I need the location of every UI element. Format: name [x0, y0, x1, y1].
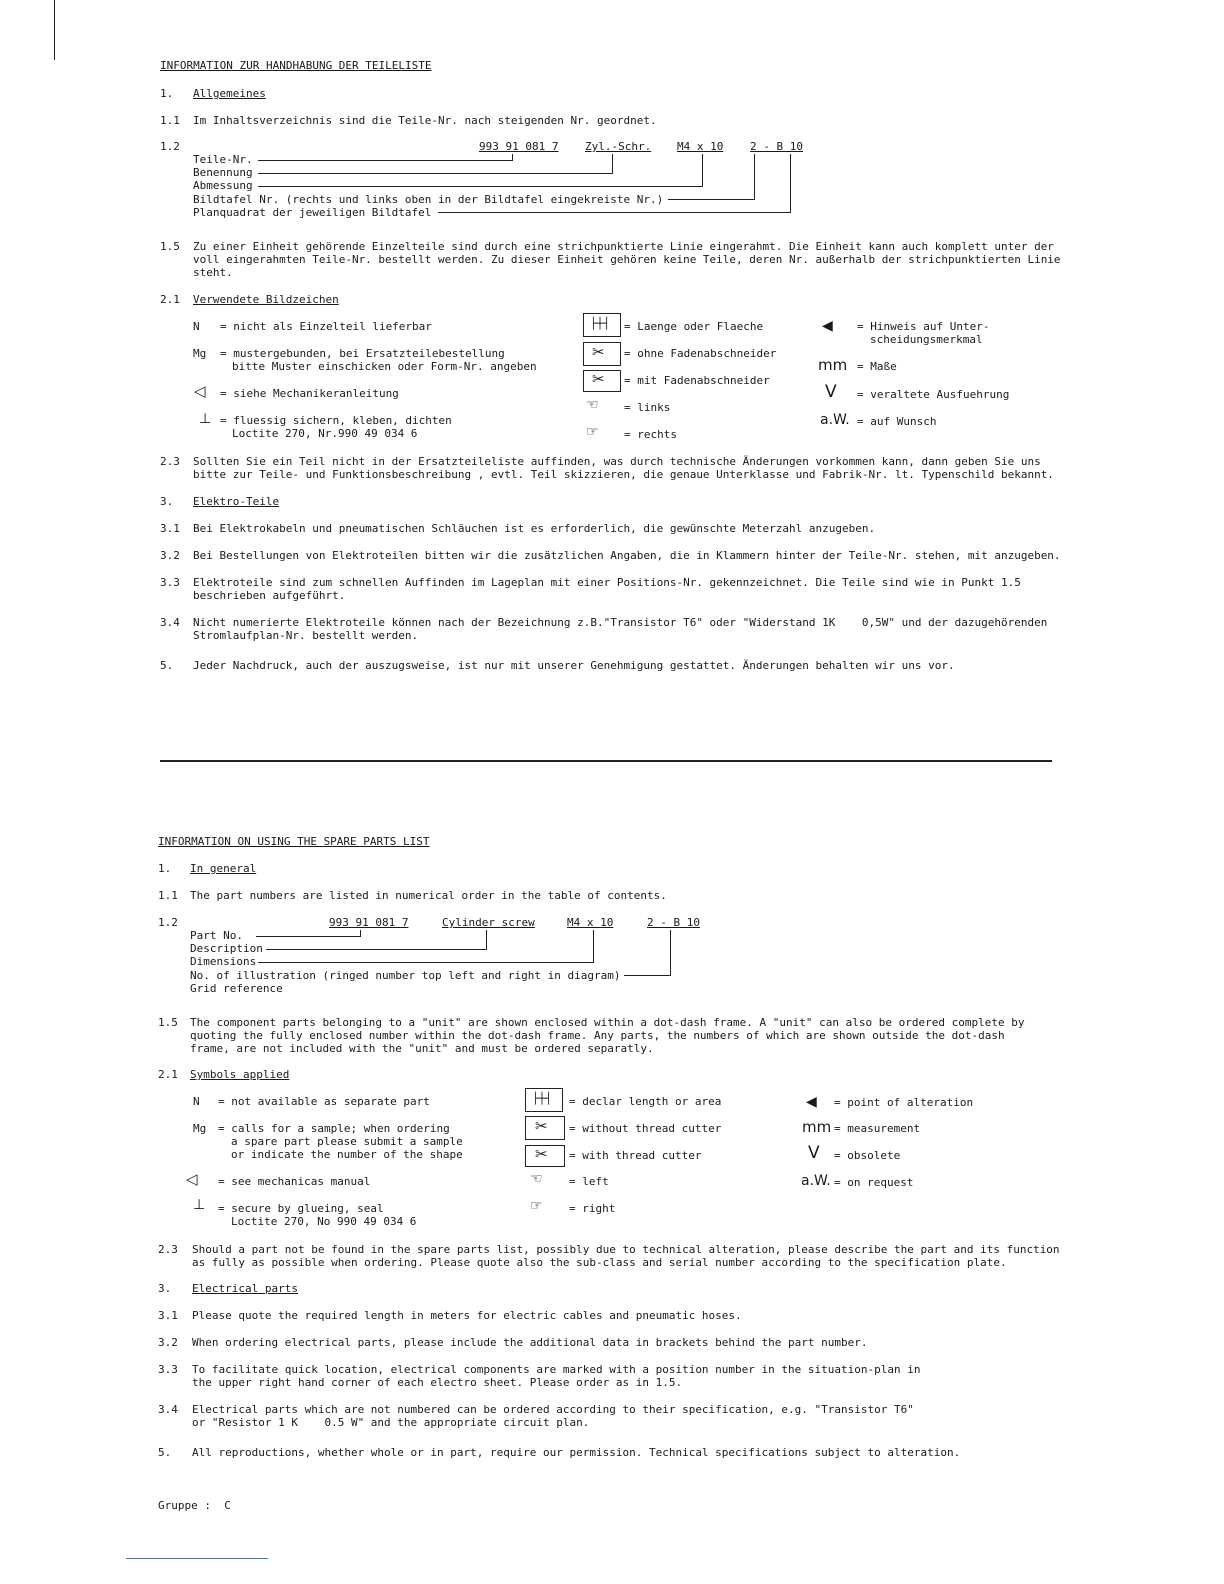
- en-heading-general: In general: [190, 862, 257, 875]
- footer-group: Gruppe : C: [158, 1499, 231, 1512]
- en-text-3-4-line2: or "Resistor 1 K 0.5 W" and the appropriate circuit plan.: [192, 1416, 590, 1429]
- en-text-1-5-line2: quoting the fully enclosed number within the dot-dash frame. Any parts, the numbers of which are shown outside the dot-dash: [190, 1029, 1005, 1042]
- en-label-dimension: Dimensions: [190, 955, 257, 968]
- de-symbol-with-text: = mit Fadenabschneider: [624, 374, 770, 387]
- de-symbol-aw-text: = auf Wunsch: [857, 415, 937, 428]
- de-symbol-mm-text: = Maße: [857, 360, 897, 373]
- de-text-3-3-line2: beschrieben aufgeführt.: [193, 589, 346, 602]
- en-text-3-3-line1: To facilitate quick location, electrical components are marked with a position number in the situation-plan in: [192, 1363, 921, 1376]
- en-mechanic-manual-icon: ◁: [186, 1170, 198, 1188]
- de-num-1-1: 1.1: [160, 114, 180, 127]
- en-label-description: Description: [190, 942, 263, 955]
- en-symbol-mm: mm: [802, 1118, 832, 1136]
- en-with-thread-cutter-icon: ✂: [525, 1145, 565, 1167]
- de-num-2-3: 2.3: [160, 455, 180, 468]
- de-example-description: Zyl.-Schr.: [585, 140, 652, 153]
- de-title: INFORMATION ZUR HANDHABUNG DER TEILELISTE: [160, 59, 432, 72]
- en-symbol-aw: a.W.: [801, 1173, 831, 1189]
- en-title: INFORMATION ON USING THE SPARE PARTS LIST: [158, 835, 430, 848]
- en-num-1-1: 1.1: [158, 889, 178, 902]
- de-num-5: 5.: [160, 659, 174, 672]
- en-num-2-1: 2.1: [158, 1068, 178, 1081]
- de-text-2-3-line1: Sollten Sie ein Teil nicht in der Ersatzteileliste auffinden, was durch technische Änderungen vorkommen kann, dann geben Sie uns: [193, 455, 1041, 468]
- en-num-1-2: 1.2: [158, 916, 178, 929]
- de-example-dimension: M4 x 10: [677, 140, 724, 153]
- alteration-arrow-icon: ◀: [822, 318, 833, 334]
- de-num-3-2: 3.2: [160, 549, 180, 562]
- de-symbol-v: V: [825, 382, 837, 402]
- de-symbol-left-text: = links: [624, 401, 671, 414]
- en-glue-bottle-icon: ⊥: [193, 1197, 206, 1213]
- de-symbol-mg: Mg: [193, 347, 207, 360]
- en-num-3-2: 3.2: [158, 1336, 178, 1349]
- de-symbol-alteration-text1: = Hinweis auf Unter-: [857, 320, 990, 333]
- en-left-hand-icon: ☜: [530, 1171, 543, 1187]
- en-text-1-5-line1: The component parts belonging to a "unit" are shown enclosed within a dot-dash frame. A "unit" can also be ordered complete by: [190, 1016, 1025, 1029]
- en-symbol-glue-text2: Loctite 270, No 990 49 034 6: [231, 1215, 417, 1228]
- de-text-1-5-line3: steht.: [193, 266, 233, 279]
- en-symbol-mech-text: = see mechanicas manual: [218, 1175, 371, 1188]
- en-symbol-v-text: = obsolete: [834, 1149, 901, 1162]
- en-example-grid: 2 - B 10: [647, 916, 700, 929]
- de-example-part-number: 993 91 081 7: [479, 140, 559, 153]
- de-symbol-aw: a.W.: [820, 412, 850, 428]
- en-num-1-5: 1.5: [158, 1016, 178, 1029]
- binding-mark: [54, 0, 55, 60]
- en-heading-symbols: Symbols applied: [190, 1068, 290, 1081]
- en-text-5: All reproductions, whether whole or in part, require our permission. Technical specifications subject to alteration.: [192, 1446, 961, 1459]
- de-text-3-4-line1: Nicht numerierte Elektroteile können nach der Bezeichnung z.B."Transistor T6" oder "Widerstand 1K 0,5W" und der dazugehörenden: [193, 616, 1048, 629]
- de-num-1: 1.: [160, 87, 174, 100]
- en-text-2-3-line2: as fully as possible when ordering. Please quote also the sub-class and serial number according to the specification plate.: [192, 1256, 1007, 1269]
- de-heading-electro: Elektro-Teile: [193, 495, 280, 508]
- en-symbol-with-text: = with thread cutter: [569, 1149, 702, 1162]
- de-text-3-1: Bei Elektrokabeln und pneumatischen Schläuchen ist es erforderlich, die gewünschte Meterzahl anzugeben.: [193, 522, 876, 535]
- en-example-part-number: 993 91 081 7: [329, 916, 409, 929]
- de-text-3-2: Bei Bestellungen von Elektroteilen bitten wir die zusätzlichen Angaben, die in Klammern hinter der Teile-Nr. stehen, mit anzugeben.: [193, 549, 1061, 562]
- de-num-3-3: 3.3: [160, 576, 180, 589]
- en-symbol-v: V: [808, 1143, 820, 1163]
- en-text-3-2: When ordering electrical parts, please include the additional data in brackets behind the part number.: [192, 1336, 868, 1349]
- glue-bottle-icon: ⊥: [199, 411, 212, 427]
- en-symbol-aw-text: = on request: [834, 1176, 914, 1189]
- en-num-5: 5.: [158, 1446, 172, 1459]
- en-num-3-4: 3.4: [158, 1403, 178, 1416]
- en-symbol-mm-text: = measurement: [834, 1122, 921, 1135]
- de-symbol-without-text: = ohne Fadenabschneider: [624, 347, 777, 360]
- en-example-dimension: M4 x 10: [567, 916, 614, 929]
- en-length-area-icon: ├┼┤: [525, 1088, 563, 1112]
- left-hand-icon: ☜: [586, 397, 599, 413]
- de-num-1-2: 1.2: [160, 140, 180, 153]
- en-example-description: Cylinder screw: [442, 916, 535, 929]
- en-text-1-1: The part numbers are listed in numerical order in the table of contents.: [190, 889, 667, 902]
- de-symbol-mg-text2: bitte Muster einschicken oder Form-Nr. angeben: [232, 360, 537, 373]
- en-symbol-n-text: = not available as separate part: [218, 1095, 430, 1108]
- de-label-dimension: Abmessung: [193, 179, 253, 192]
- en-symbol-mg-text3: or indicate the number of the shape: [231, 1148, 463, 1161]
- de-num-1-5: 1.5: [160, 240, 180, 253]
- en-num-3-1: 3.1: [158, 1309, 178, 1322]
- de-text-3-4-line2: Stromlaufplan-Nr. bestellt werden.: [193, 629, 419, 642]
- de-text-2-3-line2: bitte zur Teile- und Funktionsbeschreibung , evtl. Teil skizzieren, die genaue Unterklasse und Fabrik-Nr. lt. Typenschild bekannt.: [193, 468, 1054, 481]
- en-label-grid: Grid reference: [190, 982, 283, 995]
- en-symbol-without-text: = without thread cutter: [569, 1122, 722, 1135]
- de-label-description: Benennung: [193, 166, 253, 179]
- length-area-icon: ├┼┤: [583, 313, 621, 337]
- de-text-1-5-line2: voll eingerahmten Teile-Nr. bestellt werden. Zu dieser Einheit gehören keine Teile, deren Nr. außerhalb der strichpunktierten Linie: [193, 253, 1061, 266]
- en-symbol-left-text: = left: [569, 1175, 609, 1188]
- en-symbol-right-text: = right: [569, 1202, 616, 1215]
- de-num-2-1: 2.1: [160, 293, 180, 306]
- de-symbol-right-text: = rechts: [624, 428, 677, 441]
- en-alteration-arrow-icon: ◀: [806, 1094, 817, 1110]
- de-symbol-mech-text: = siehe Mechanikeranleitung: [220, 387, 399, 400]
- en-num-1: 1.: [158, 862, 172, 875]
- en-heading-electrical: Electrical parts: [192, 1282, 298, 1295]
- de-label-grid: Planquadrat der jeweiligen Bildtafel: [193, 206, 432, 219]
- mechanic-manual-icon: ◁: [194, 382, 206, 400]
- en-text-3-1: Please quote the required length in meters for electric cables and pneumatic hoses.: [192, 1309, 742, 1322]
- en-num-3-3: 3.3: [158, 1363, 178, 1376]
- de-num-3-4: 3.4: [160, 616, 180, 629]
- en-right-hand-icon: ☞: [530, 1198, 543, 1214]
- en-text-2-3-line1: Should a part not be found in the spare parts list, possibly due to technical alteration, please describe the part and its function: [192, 1243, 1060, 1256]
- right-hand-icon: ☞: [586, 424, 599, 440]
- en-text-3-4-line1: Electrical parts which are not numbered can be ordered according to their specification, e.g. "Transistor T6": [192, 1403, 914, 1416]
- de-symbol-length-text: = Laenge oder Flaeche: [624, 320, 764, 333]
- en-text-3-3-line2: the upper right hand corner of each electro sheet. Please order as in 1.5.: [192, 1376, 683, 1389]
- de-symbol-mm: mm: [818, 356, 848, 374]
- en-num-2-3: 2.3: [158, 1243, 178, 1256]
- en-symbol-length-text: = declar length or area: [569, 1095, 722, 1108]
- de-symbol-v-text: = veraltete Ausfuehrung: [857, 388, 1010, 401]
- de-symbol-glue-text1: = fluessig sichern, kleben, dichten: [220, 414, 452, 427]
- de-text-5: Jeder Nachdruck, auch der auszugsweise, ist nur mit unserer Genehmigung gestattet. Änderungen behalten wir uns vor.: [193, 659, 955, 672]
- de-symbol-n: N: [193, 320, 200, 333]
- de-num-3: 3.: [160, 495, 174, 508]
- without-thread-cutter-icon: ✂: [583, 342, 621, 366]
- en-symbol-glue-text1: = secure by glueing, seal: [218, 1202, 384, 1215]
- en-label-part-no: Part No.: [190, 929, 243, 942]
- en-label-illustration: No. of illustration (ringed number top left and right in diagram): [190, 969, 621, 982]
- en-symbol-mg-text2: a spare part please submit a sample: [231, 1135, 463, 1148]
- en-num-3: 3.: [158, 1282, 172, 1295]
- de-example-grid: 2 - B 10: [750, 140, 803, 153]
- en-symbol-n: N: [193, 1095, 200, 1108]
- de-symbol-glue-text2: Loctite 270, Nr.990 49 034 6: [232, 427, 418, 440]
- de-text-1-1: Im Inhaltsverzeichnis sind die Teile-Nr. nach steigenden Nr. geordnet.: [193, 114, 657, 127]
- de-heading-general: Allgemeines: [193, 87, 266, 100]
- de-heading-symbols: Verwendete Bildzeichen: [193, 293, 339, 306]
- en-text-1-5-line3: frame, are not included with the "unit" and must be ordered separatly.: [190, 1042, 654, 1055]
- en-without-thread-cutter-icon: ✂: [525, 1116, 565, 1140]
- footer-blue-line: [126, 1558, 268, 1559]
- de-text-1-5-line1: Zu einer Einheit gehörende Einzelteile sind durch eine strichpunktierte Linie eingerahmt. Die Einheit kann auch komplett unter der: [193, 240, 1054, 253]
- de-text-3-3-line1: Elektroteile sind zum schnellen Auffinden im Lageplan mit einer Positions-Nr. gekennzeichnet. Die Teile sind wie in Punkt 1.5: [193, 576, 1021, 589]
- de-label-illustration: Bildtafel Nr. (rechts und links oben in der Bildtafel eingekreiste Nr.): [193, 193, 664, 206]
- section-divider: [160, 760, 1052, 762]
- de-symbol-n-text: = nicht als Einzelteil lieferbar: [220, 320, 432, 333]
- de-num-3-1: 3.1: [160, 522, 180, 535]
- de-symbol-mg-text1: = mustergebunden, bei Ersatzteilebestellung: [220, 347, 505, 360]
- en-symbol-mg: Mg: [193, 1122, 207, 1135]
- en-symbol-alteration-text: = point of alteration: [834, 1096, 974, 1109]
- de-symbol-alteration-text2: scheidungsmerkmal: [870, 333, 983, 346]
- de-label-part-no: Teile-Nr.: [193, 153, 253, 166]
- en-symbol-mg-text1: = calls for a sample; when ordering: [218, 1122, 450, 1135]
- with-thread-cutter-icon: ✂: [583, 370, 621, 392]
